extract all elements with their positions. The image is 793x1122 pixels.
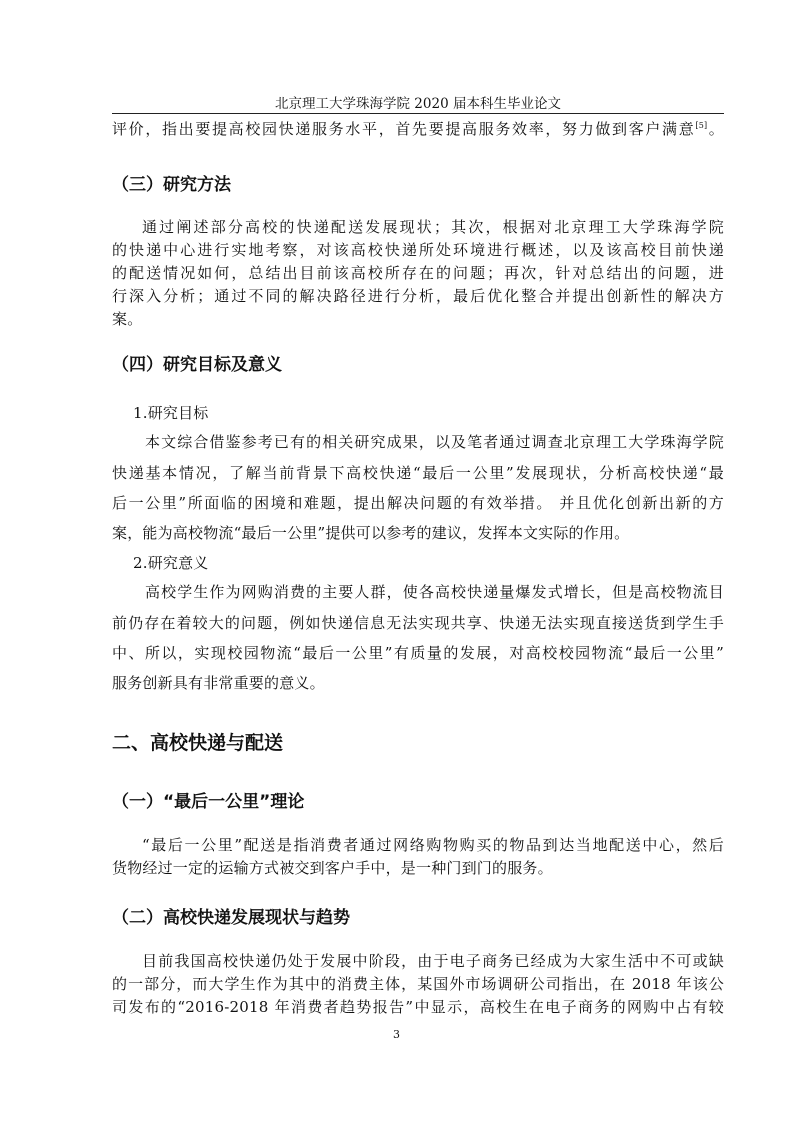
chapter-heading: 二、高校快递与配送 bbox=[112, 732, 284, 754]
page-header: 北京理工大学珠海学院 2020 届本科生毕业论文 bbox=[275, 96, 561, 112]
citation-ref: [5] bbox=[695, 121, 708, 130]
paragraph-line: 通过阐述部分高校的快递配送发展现状；其次，根据对北京理工大学珠海学院 bbox=[142, 218, 724, 236]
subheading-research-goal: 1.研究目标 bbox=[133, 404, 209, 422]
paragraph-line: 的一部分，而大学生作为其中的消费主体，某国外市场调研公司指出，在 2018 年该公 bbox=[112, 975, 724, 993]
heading-last-mile-theory: （一）“最后一公里”理论 bbox=[112, 792, 305, 812]
subheading-research-significance: 2.研究意义 bbox=[133, 554, 209, 572]
paragraph-line: 前仍存在着较大的问题，例如快递信息无法实现共享、快递无法实现直接送货到学生手 bbox=[112, 614, 724, 632]
paragraph-line: 货物经过一定的运输方式被交到客户手中，是一种门到门的服务。 bbox=[112, 859, 553, 877]
paragraph-line: 高校学生作为网购消费的主要人群，使各高校快递量爆发式增长，但是高校物流目 bbox=[145, 583, 724, 601]
paragraph-line: 目前我国高校快递仍处于发展中阶段，由于电子商务已经成为大家生活中不可或缺 bbox=[142, 952, 724, 970]
paragraph-line: 案。 bbox=[112, 310, 143, 328]
paragraph-line: 中、所以，实现校园物流“最后一公里”有质量的发展，对高校校园物流“最后一公里” bbox=[112, 644, 724, 662]
paragraph-line: 服务创新具有非常重要的意义。 bbox=[112, 674, 325, 692]
header-rule bbox=[112, 113, 724, 114]
paragraph-line: 后一公里”所面临的困境和难题，提出解决问题的有效举措。 并且优化创新出新的方 bbox=[112, 494, 724, 512]
intro-text: 评价，指出要提高校园快递服务水平，首先要提高服务效率，努力做到客户满意 bbox=[112, 120, 696, 138]
heading-goals-significance: （四）研究目标及意义 bbox=[112, 355, 282, 375]
paragraph-line: 案，能为高校物流“最后一公里”提供可以参考的建议，发挥本文实际的作用。 bbox=[112, 524, 630, 542]
paragraph-line: 行深入分析；通过不同的解决路径进行分析，最后优化整合并提出创新性的解决方 bbox=[112, 287, 724, 305]
paragraph-line: 快递基本情况，了解当前背景下高校快递“最后一公里”发展现状，分析高校快递“最 bbox=[112, 464, 724, 482]
paragraph-line: “最后一公里”配送是指消费者通过网络购物购买的物品到达当地配送中心，然后 bbox=[142, 836, 724, 854]
page-number: 3 bbox=[393, 1028, 400, 1041]
paragraph-line: 本文综合借鉴参考已有的相关研究成果，以及笔者通过调查北京理工大学珠海学院 bbox=[145, 433, 724, 451]
heading-status-trend: （二）高校快递发展现状与趋势 bbox=[112, 908, 350, 928]
heading-research-method: （三）研究方法 bbox=[112, 175, 231, 195]
paragraph-line: 的快递中心进行实地考察，对该高校快递所处环境进行概述，以及该高校目前快递 bbox=[112, 241, 724, 259]
intro-end: 。 bbox=[707, 120, 724, 138]
intro-line bbox=[112, 118, 724, 139]
paragraph-line: 司发布的“2016-2018 年消费者趋势报告”中显示，高校生在电子商务的网购中占有较 bbox=[112, 998, 724, 1016]
paragraph-line: 的配送情况如何，总结出目前该高校所存在的问题；再次，针对总结出的问题，进 bbox=[112, 264, 724, 282]
